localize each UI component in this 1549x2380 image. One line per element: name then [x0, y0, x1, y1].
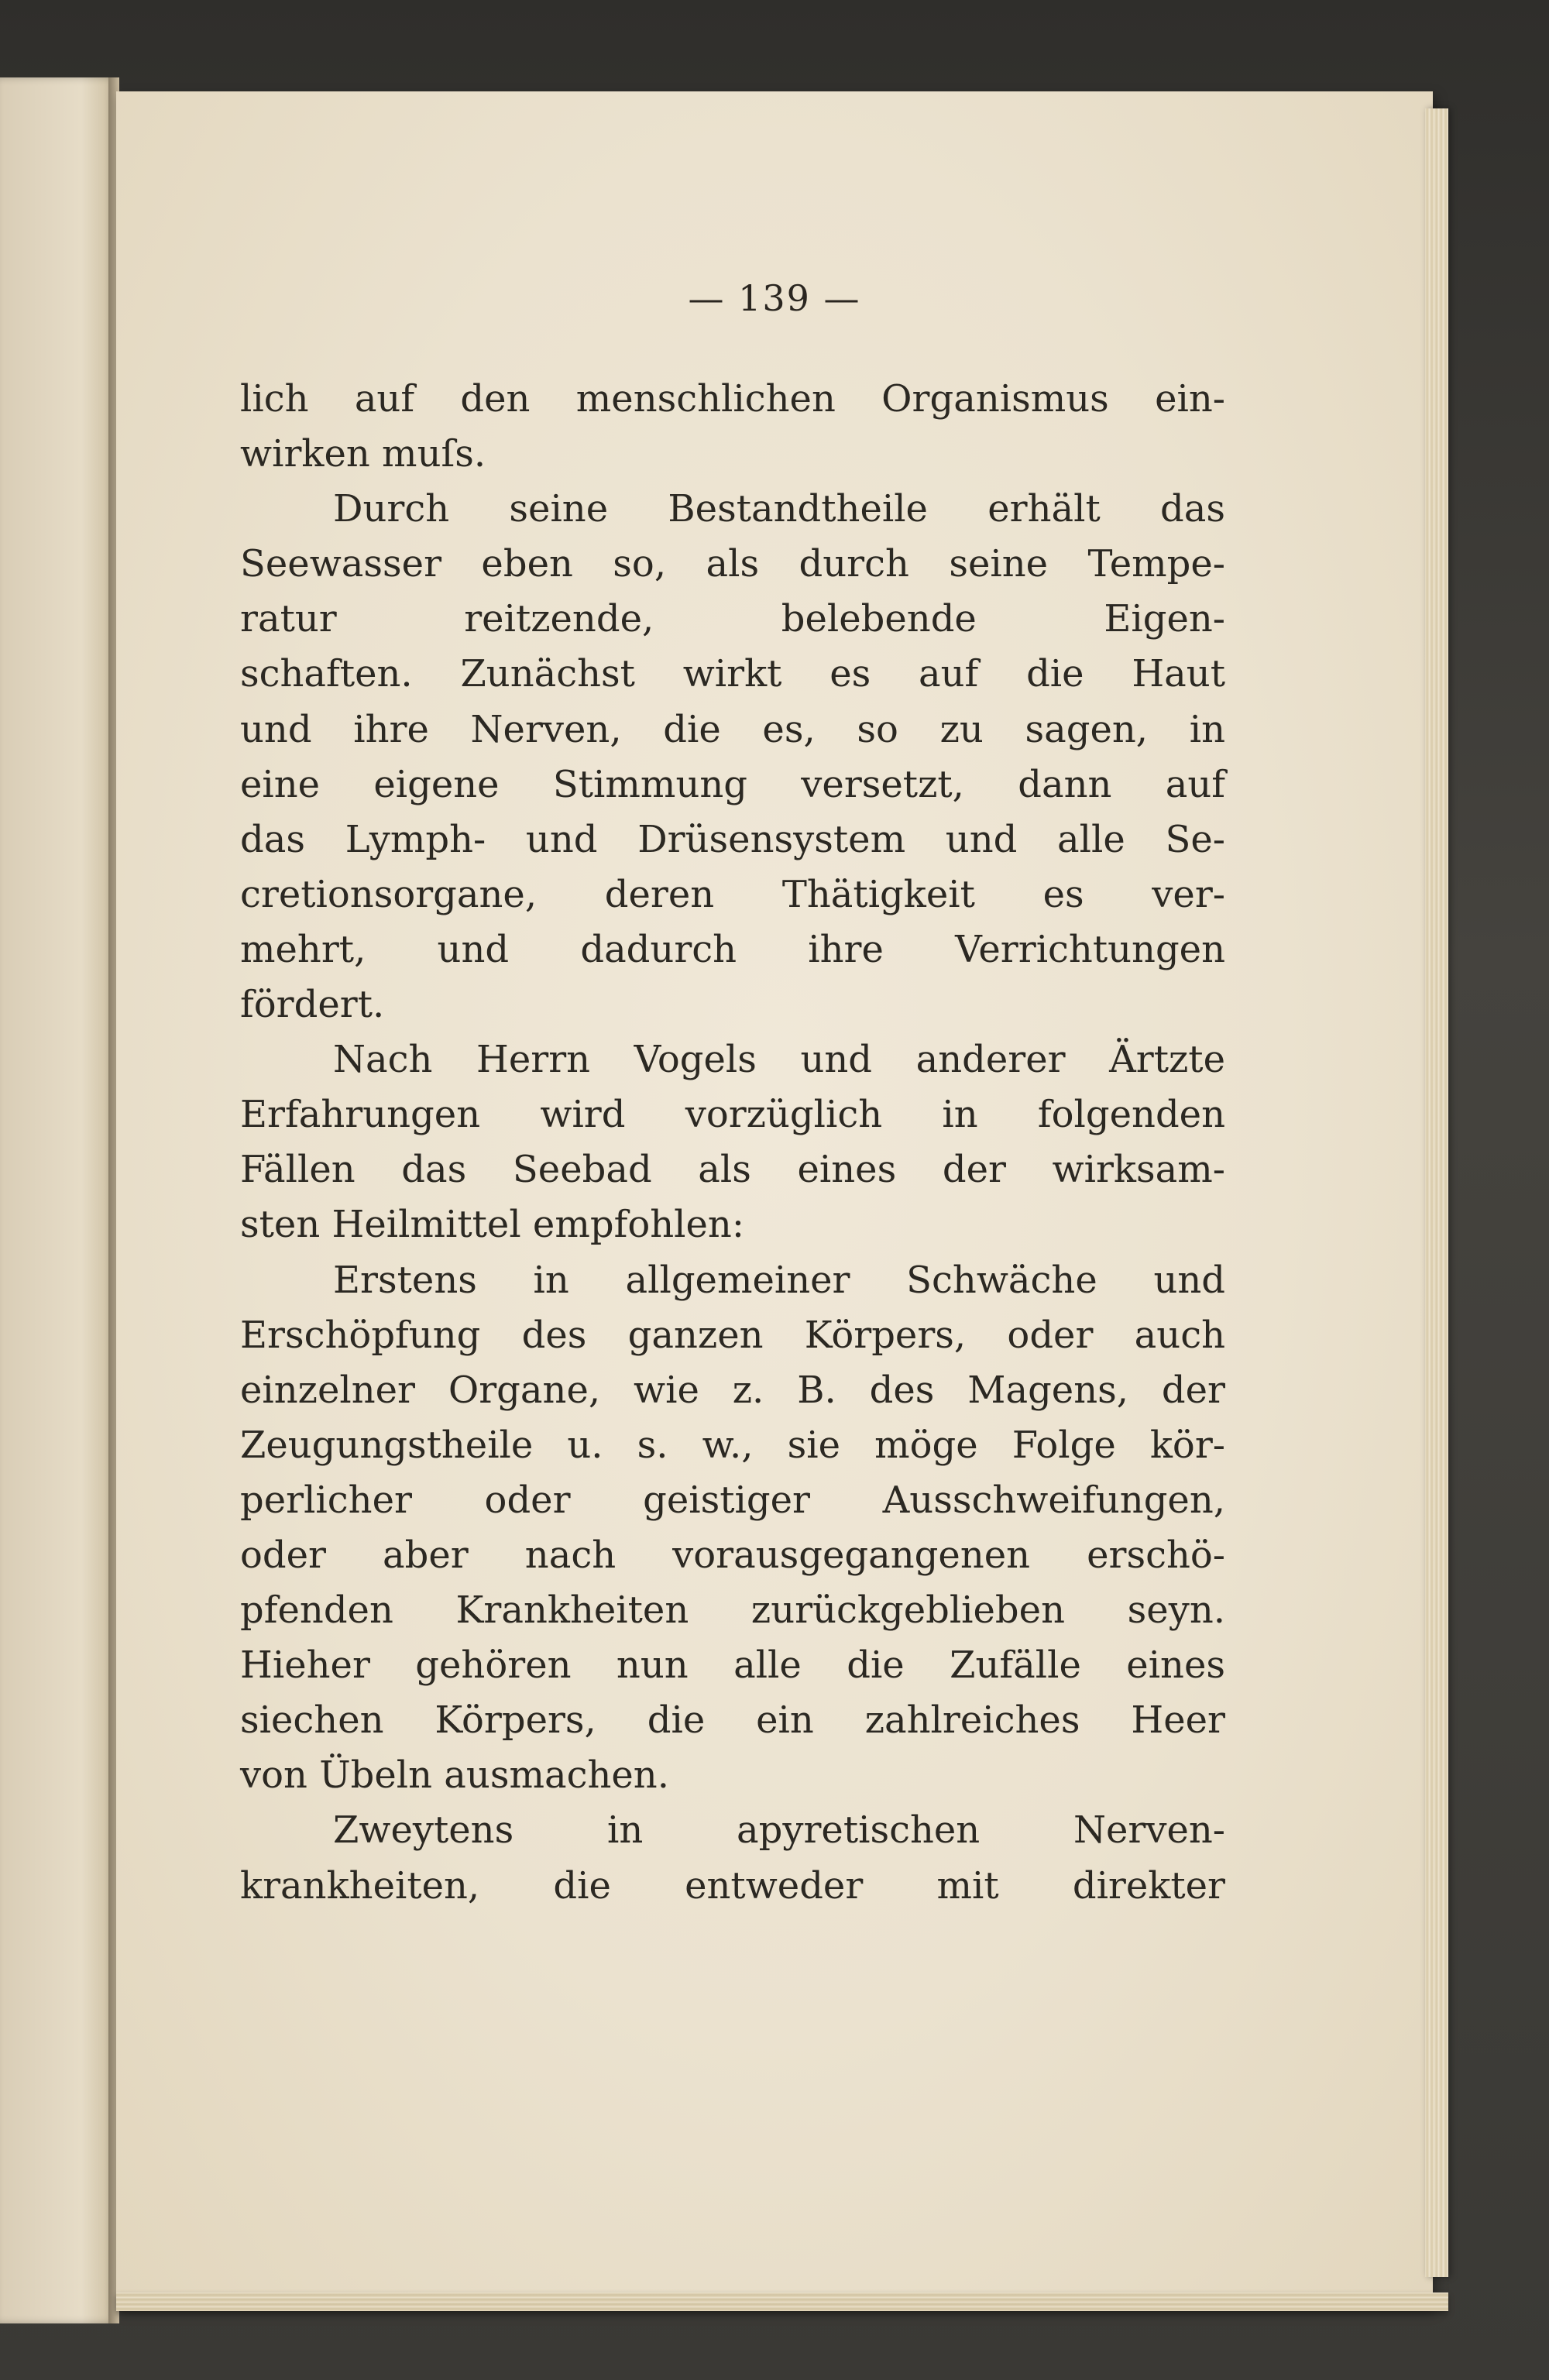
text-line: einzelner Organe, wie z. B. des Magens, der	[240, 1368, 1225, 1412]
text-line: von Übeln ausmachen.	[240, 1753, 669, 1798]
text-line: Erfahrungen wird vorzüglich in folgenden	[240, 1093, 1225, 1137]
text-line: lich auf den menschlichen Organismus ein-	[240, 377, 1225, 421]
text-line: cretionsorgane, deren Thätigkeit es ver-	[240, 872, 1225, 916]
text-line: das Lymph- und Drüsensystem und alle Se-	[240, 817, 1225, 861]
facing-page-edge	[0, 77, 116, 2323]
text-line: eine eigene Stimmung versetzt, dann auf	[240, 762, 1225, 806]
text-line: pfenden Krankheiten zurückgeblieben seyn.	[240, 1588, 1225, 1633]
text-line: oder aber nach vorausgegangenen erschö-	[240, 1533, 1225, 1577]
text-line: mehrt, und dadurch ihre Verrichtungen	[240, 927, 1225, 971]
text-line: Zeugungstheile u. s. w., sie möge Folge kör-	[240, 1423, 1225, 1467]
text-line: Seewasser eben so, als durch seine Tempe-	[240, 542, 1225, 586]
text-line: Fällen das Seebad als eines der wirksam-	[240, 1148, 1225, 1192]
text-line: Erschöpfung des ganzen Körpers, oder auch	[240, 1313, 1225, 1357]
page-number: — 139 —	[688, 277, 861, 319]
text-line: Durch seine Bestandtheile erhält das	[333, 487, 1225, 531]
text-line: Hieher gehören nun alle die Zufälle eines	[240, 1643, 1225, 1688]
text-line: Zweytens in apyretischen Nerven-	[333, 1808, 1225, 1853]
book-page	[116, 91, 1433, 2308]
text-line: krankheiten, die entweder mit direkter	[240, 1863, 1225, 1908]
text-line: perlicher oder geistiger Ausschweifungen,	[240, 1478, 1225, 1522]
text-line: ratur reitzende, belebende Eigen-	[240, 597, 1225, 641]
text-line: fördert.	[240, 983, 385, 1027]
page-bottom-edge	[116, 2292, 1448, 2311]
text-line: Erstens in allgemeiner Schwäche und	[333, 1258, 1225, 1302]
text-line: siechen Körpers, die ein zahlreiches Heer	[240, 1698, 1225, 1743]
text-line: und ihre Nerven, die es, so zu sagen, in	[240, 707, 1225, 751]
body-text	[240, 372, 1225, 1914]
text-line: schaften. Zunächst wirkt es auf die Haut	[240, 652, 1225, 696]
text-line: sten Heilmittel empfohlen:	[240, 1203, 744, 1247]
text-line: Nach Herrn Vogels und anderer Ärtzte	[333, 1038, 1225, 1082]
text-line: wirken muſs.	[240, 432, 486, 476]
page-fore-edge	[1425, 108, 1448, 2277]
